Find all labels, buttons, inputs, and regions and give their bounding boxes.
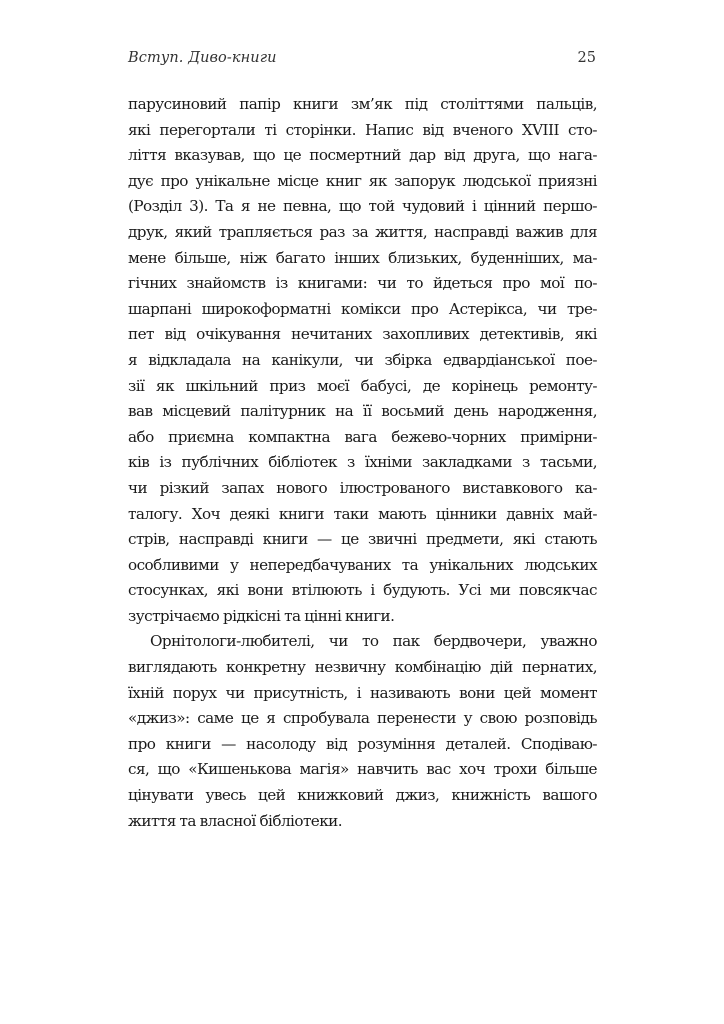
paragraph	[128, 629, 597, 834]
text-line: особливими у непередбачуваних та унікальних людських	[128, 555, 597, 574]
running-head-title: Вступ. Диво-книги	[128, 50, 277, 66]
text-line: Орнітологи-любителі, чи то пак бердвочери, уважно	[150, 632, 597, 651]
text-line: друк, який трапляється раз за життя, насправді важив для	[128, 222, 597, 241]
text-line: (Розділ 3). Та я не певна, що той чудовий і цінний першо-	[128, 197, 597, 216]
text-line: цінувати увесь цей книжковий джиз, книжність вашого	[128, 786, 597, 805]
paragraph	[128, 92, 597, 629]
page-number: 25	[577, 50, 596, 66]
text-line: про книги — насолоду від розуміння деталей. Сподіваю-	[128, 734, 597, 753]
text-line: зії як шкільний приз моєї бабусі, де корінець ремонту-	[128, 376, 597, 395]
text-line: талогу. Хоч деякі книги таки мають цінники давніх май-	[128, 504, 597, 523]
text-line: ків із публічних бібліотек з їхніми закладками з тасьми,	[128, 453, 597, 472]
text-line: ся, що «Кишенькова магія» навчить вас хоч трохи більше	[128, 760, 597, 779]
text-line: або приємна компактна вага бежево-чорних примірни-	[128, 427, 597, 446]
body-text	[128, 92, 597, 834]
text-line: виглядають конкретну незвичну комбінацію дій пернатих,	[128, 658, 597, 677]
text-line: парусиновий папір книги зм’як під століттями пальців,	[128, 95, 597, 113]
text-line: зустрічаємо рідкісні та цінні книги.	[128, 606, 395, 625]
text-line: стрів, насправді книги — це звичні предмети, які стають	[128, 530, 597, 549]
text-line: чи різкий запах нового ілюстрованого виставкового ка-	[128, 478, 597, 497]
text-line: їхній порух чи присутність, і називають вони цей момент	[128, 683, 597, 702]
text-line: стосунках, які вони втілюють і будують. Усі ми повсякчас	[128, 581, 597, 600]
text-line: пет від очікування нечитаних захопливих детективів, які	[128, 325, 597, 344]
text-line: які перегортали ті сторінки. Напис від вченого XVIII сто-	[128, 120, 597, 139]
text-line: «джиз»: саме це я спробувала перенести у свою розповідь	[128, 709, 597, 728]
text-line: дує про унікальне місце книг як запорук людської приязні	[128, 171, 597, 190]
text-line: життя та власної бібліотеки.	[128, 811, 343, 830]
text-line: ліття вказував, що це посмертний дар від друга, що нага-	[128, 146, 597, 165]
running-head	[128, 50, 596, 72]
text-line: мене більше, ніж багато інших близьких, буденніших, ма-	[128, 248, 597, 267]
text-line: гічних знайомств із книгами: чи то йдеться про мої по-	[128, 274, 597, 293]
text-line: шарпані широкоформатні комікси про Астерікса, чи тре-	[128, 299, 597, 318]
text-line: вав місцевий палітурник на її восьмий день народження,	[128, 402, 597, 421]
text-line: я відкладала на канікули, чи збірка едвардіанської пое-	[128, 350, 597, 369]
